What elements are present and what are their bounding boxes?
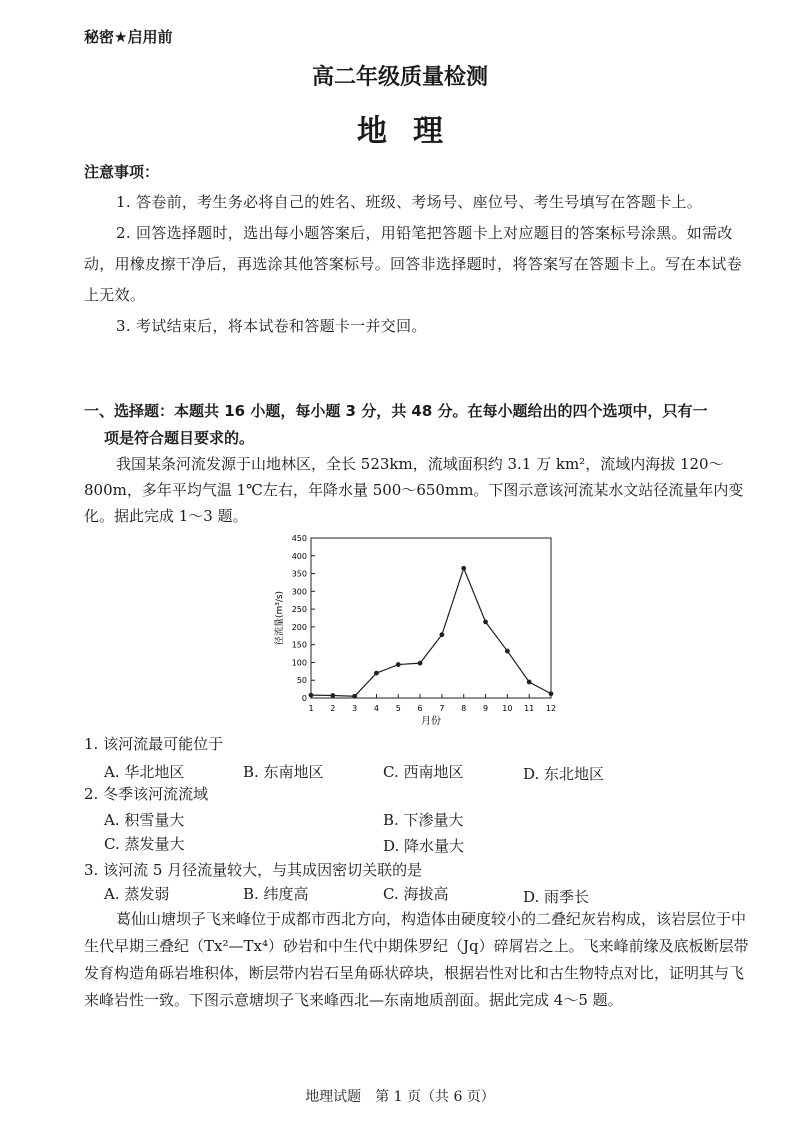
x-tick-label: 5 xyxy=(395,704,401,713)
question-1: 1. 该河流最可能位于 xyxy=(84,735,224,753)
option: A. 华北地区 xyxy=(104,763,185,781)
passage-2 xyxy=(84,906,754,1014)
x-tick-label: 8 xyxy=(461,704,467,713)
x-tick-label: 4 xyxy=(373,704,380,713)
confidential-label: 秘密★启用前 xyxy=(84,28,173,46)
x-axis xyxy=(308,694,556,713)
data-point-month-9 xyxy=(483,620,488,625)
y-tick-label: 150 xyxy=(291,640,307,650)
y-tick-label: 250 xyxy=(291,605,307,615)
option: C. 海拔高 xyxy=(383,885,449,903)
runoff-line xyxy=(311,568,551,696)
notice-list xyxy=(84,187,754,342)
x-tick-label: 3 xyxy=(352,704,358,713)
data-point-month-10 xyxy=(505,649,510,654)
y-tick-label: 400 xyxy=(291,551,307,561)
y-axis-label: 径流量(m³/s) xyxy=(275,590,285,646)
data-point-month-6 xyxy=(418,661,423,666)
notice-item: 2. 回答选择题时，选出每小题答案后，用铅笔把答题卡上对应题目的答案标号涂黑。如需改动，用橡皮擦干净后，再选涂其他答案标号。回答非选择题时，将答案写在答题卡上。写在本试卷上无效。 xyxy=(84,224,742,304)
plot-frame xyxy=(311,538,551,698)
data-point-month-11 xyxy=(527,680,532,685)
y-tick-label: 100 xyxy=(291,658,307,668)
page-footer: 地理试题 第 1 页（共 6 页） xyxy=(305,1089,495,1105)
runoff-chart xyxy=(270,528,570,728)
intro-text: 我国某条河流发源于山地林区，全长 523km，流域面积约 3.1 万 km²，流域内海拔 120～800m，多年平均气温 1℃左右，年降水量 500～650mm。下图示意该河流某水文站径流量年内变化。据此完成 1～3 题。 xyxy=(84,455,744,525)
x-axis-label: 月份 xyxy=(421,716,441,727)
x-tick-label: 2 xyxy=(330,704,336,713)
y-tick-label: 450 xyxy=(291,534,307,543)
x-tick-label: 11 xyxy=(524,704,535,713)
y-tick-label: 0 xyxy=(301,694,307,703)
subject-title: 地理 xyxy=(357,114,469,149)
data-point-month-5 xyxy=(396,662,401,667)
passage-2-text: 葛仙山塘坝子飞来峰位于成都市西北方向，构造体由硬度较小的二叠纪灰岩构成，该岩层位于中生代早期三叠纪（Tx²—Tx⁴）砂岩和中生代中期侏罗纪（Jq）碎屑岩之上。飞来峰前缘及底板断层带发育构造角砾岩堆积体，断层带内岩石呈角砾状碎块，根据岩性对比和古生物特点对比，证明其与飞来峰岩性一致。下图示意塘坝子飞来峰西北—东南地质剖面。据此完成 4～5 题。 xyxy=(84,910,749,1009)
section-heading xyxy=(84,398,748,452)
y-axis xyxy=(292,534,315,703)
data-point-month-3 xyxy=(352,694,357,699)
option: A. 蒸发弱 xyxy=(104,885,170,903)
option: B. 东南地区 xyxy=(243,763,324,781)
data-point-month-7 xyxy=(440,632,445,637)
section-heading-line1: 一、选择题：本题共 16 小题，每小题 3 分，共 48 分。在每小题给出的四个选项中，只有一 xyxy=(84,402,708,420)
option: D. 东北地区 xyxy=(523,765,605,783)
data-point-month-8 xyxy=(461,566,466,571)
notice-item: 1. 答卷前，考生务必将自己的姓名、班级、考场号、座位号、考生号填写在答题卡上。 xyxy=(116,193,703,211)
x-tick-label: 7 xyxy=(439,704,445,713)
intro-passage xyxy=(84,451,754,529)
y-tick-label: 300 xyxy=(291,587,307,597)
x-tick-label: 1 xyxy=(308,704,314,713)
y-tick-label: 200 xyxy=(291,622,307,632)
option: D. 降水量大 xyxy=(383,837,465,855)
option: A. 积雪量大 xyxy=(104,811,185,829)
data-point-month-12 xyxy=(549,691,554,696)
y-tick-label: 50 xyxy=(296,676,307,686)
data-point-month-1 xyxy=(309,693,314,698)
data-points xyxy=(309,566,554,699)
x-tick-label: 12 xyxy=(545,704,557,713)
x-tick-label: 6 xyxy=(417,704,423,713)
question-3: 3. 该河流 5 月径流量较大，与其成因密切关联的是 xyxy=(84,861,423,879)
x-tick-label: 10 xyxy=(502,704,513,713)
data-point-month-2 xyxy=(330,693,335,698)
option: B. 下渗量大 xyxy=(383,811,464,829)
y-tick-label: 350 xyxy=(291,569,307,579)
option: D. 雨季长 xyxy=(523,888,590,906)
data-point-month-4 xyxy=(374,671,379,676)
notice-title: 注意事项： xyxy=(84,163,160,181)
section-heading-line2: 项是符合题目要求的。 xyxy=(104,429,255,447)
notice-item: 3. 考试结束后，将本试卷和答题卡一并交回。 xyxy=(116,317,427,335)
option: C. 西南地区 xyxy=(383,763,464,781)
question-2: 2. 冬季该河流流域 xyxy=(84,785,209,803)
x-tick-label: 9 xyxy=(482,704,489,713)
option: B. 纬度高 xyxy=(243,885,309,903)
option: C. 蒸发量大 xyxy=(104,835,185,853)
exam-title: 高二年级质量检测 xyxy=(311,64,488,90)
